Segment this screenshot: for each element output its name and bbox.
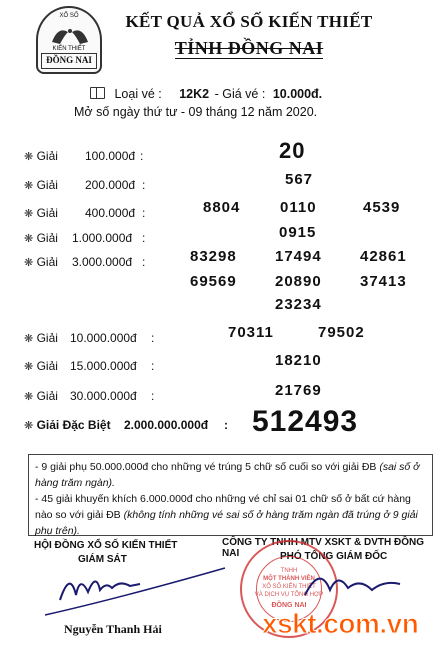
left-signatory-title: HỘI ĐỒNG XỔ SỐ KIẾN THIẾT (34, 540, 178, 551)
prize-row-label: ❋ Giải (24, 231, 58, 245)
prize-colon: : (140, 149, 144, 163)
ticket-price-value: 10.000đ. (272, 87, 323, 101)
page-subtitle: TỈNH ĐỒNG NAI (174, 38, 324, 58)
ticket-info-line (90, 87, 322, 101)
star-icon: ❋ (24, 180, 34, 192)
right-signature (300, 560, 420, 610)
bird-emblem-icon (50, 22, 90, 48)
prize-colon: : (142, 255, 146, 269)
star-icon: ❋ (24, 420, 34, 432)
prize-number: 79502 (318, 324, 365, 341)
right-signatory-title: CÔNG TY TNHH MTV XSKT & DVTH ĐỒNG NAI (222, 537, 425, 559)
prize-number: 18210 (275, 352, 322, 369)
prize-amount: 15.000.000đ (70, 359, 137, 373)
note-line-1: - 9 giải phụ 50.000.000đ cho những vé trúng 5 chữ số cuối so với giải ĐB (sai số ở hàng trăm ngàn). (35, 461, 420, 489)
page-title: KẾT QUẢ XỔ SỐ KIẾN THIẾT (125, 12, 373, 31)
stamp-line-3: XỔ SỐ KIẾN THIẾT (262, 584, 316, 590)
prize-number: 42861 (360, 248, 407, 265)
prize-row-label: ❋ Giải (24, 255, 58, 269)
prize-number: 0915 (279, 224, 317, 241)
prize-number: 37413 (360, 273, 407, 290)
prize-row-label: ❋ Giải (24, 178, 58, 192)
prize-colon: : (142, 231, 146, 245)
prize-number: 17494 (275, 248, 322, 265)
special-prize-label: ❋ Giải Đặc Biệt (24, 418, 111, 432)
prize-amount: 10.000.000đ (70, 331, 137, 345)
prize-amount: 100.000đ (85, 149, 136, 163)
prize-number: 70311 (228, 324, 274, 341)
prize-amount: 200.000đ (85, 178, 136, 192)
star-icon: ❋ (24, 361, 34, 373)
star-icon: ❋ (24, 233, 34, 245)
prize-row-label: ❋ Giải (24, 149, 58, 163)
prize-number: 567 (285, 171, 314, 188)
stamp-line-5: ĐỒNG NAI (271, 602, 307, 609)
prize-number: 83298 (190, 248, 237, 265)
prize-number: 4539 (363, 199, 401, 216)
prize-colon: : (151, 359, 155, 373)
logo-sub-text: KIẾN THIẾT (52, 46, 86, 52)
prize-row-label: ❋ Giải (24, 331, 58, 345)
prize-number: 20890 (275, 273, 322, 290)
prize-number: 8804 (203, 199, 241, 216)
stamp-line-1: TNHH (280, 568, 298, 574)
dong-nai-lottery-logo (36, 6, 102, 74)
special-prize-amount: 2.000.000.000đ (124, 418, 209, 432)
prize-amount: 400.000đ (85, 206, 136, 220)
ticket-type-value: 12K2 (179, 87, 210, 101)
prize-colon: : (151, 331, 155, 345)
site-watermark: xskt.com.vn (262, 608, 419, 639)
prize-amount: 1.000.000đ (72, 231, 133, 245)
left-signature (40, 560, 230, 620)
ticket-type-label: Loại vé : (114, 87, 162, 101)
prize-row-label: ❋ Giải (24, 206, 58, 220)
prize-number: 69569 (190, 273, 237, 290)
left-signatory-name: Nguyễn Thanh Hải (64, 622, 162, 636)
prize-amount: 3.000.000đ (72, 255, 133, 269)
prize-colon: : (151, 389, 155, 403)
prize-number: 0110 (280, 199, 317, 216)
star-icon: ❋ (24, 208, 34, 220)
notes-box (28, 454, 433, 536)
prize-row-label: ❋ Giải (24, 359, 58, 373)
prize-amount: 30.000.000đ (70, 389, 137, 403)
note-line-2: - 45 giải khuyến khích 6.000.000đ cho những vé chỉ sai 01 chữ số ở bất cứ hàng nào so với giải ĐB (không tính những vé sai số ở hàng trăm ngàn đã trúng ở 9 giải phụ trên). (35, 493, 418, 537)
draw-date-line: Mở số ngày thứ tư - 09 tháng 12 năm 2020. (74, 105, 318, 119)
star-icon: ❋ (24, 391, 34, 403)
prize-row-label: ❋ Giải (24, 389, 58, 403)
stamp-line-2: MỘT THÀNH VIÊN (263, 576, 315, 582)
special-prize-number: 512493 (252, 405, 359, 438)
logo-top-text: XỔ SỐ (59, 13, 79, 19)
prize-colon: : (224, 418, 228, 432)
book-icon (90, 87, 105, 99)
star-icon: ❋ (24, 257, 34, 269)
star-icon: ❋ (24, 151, 34, 163)
stamp-line-4: VÀ DỊCH VỤ TỔNG HỢP (254, 592, 324, 598)
prize-colon: : (142, 178, 146, 192)
prize-number: 21769 (275, 382, 322, 399)
prize-number: 20 (279, 138, 306, 163)
logo-band-text: ĐỒNG NAI (41, 53, 97, 69)
ticket-price-label: - Giá vé : (214, 87, 266, 101)
star-icon: ❋ (24, 333, 34, 345)
prize-number: 23234 (275, 296, 322, 313)
prize-colon: : (142, 206, 146, 220)
left-signatory-role: GIÁM SÁT (78, 554, 127, 565)
right-signatory-role: PHÓ TỔNG GIÁM ĐỐC (280, 551, 388, 562)
